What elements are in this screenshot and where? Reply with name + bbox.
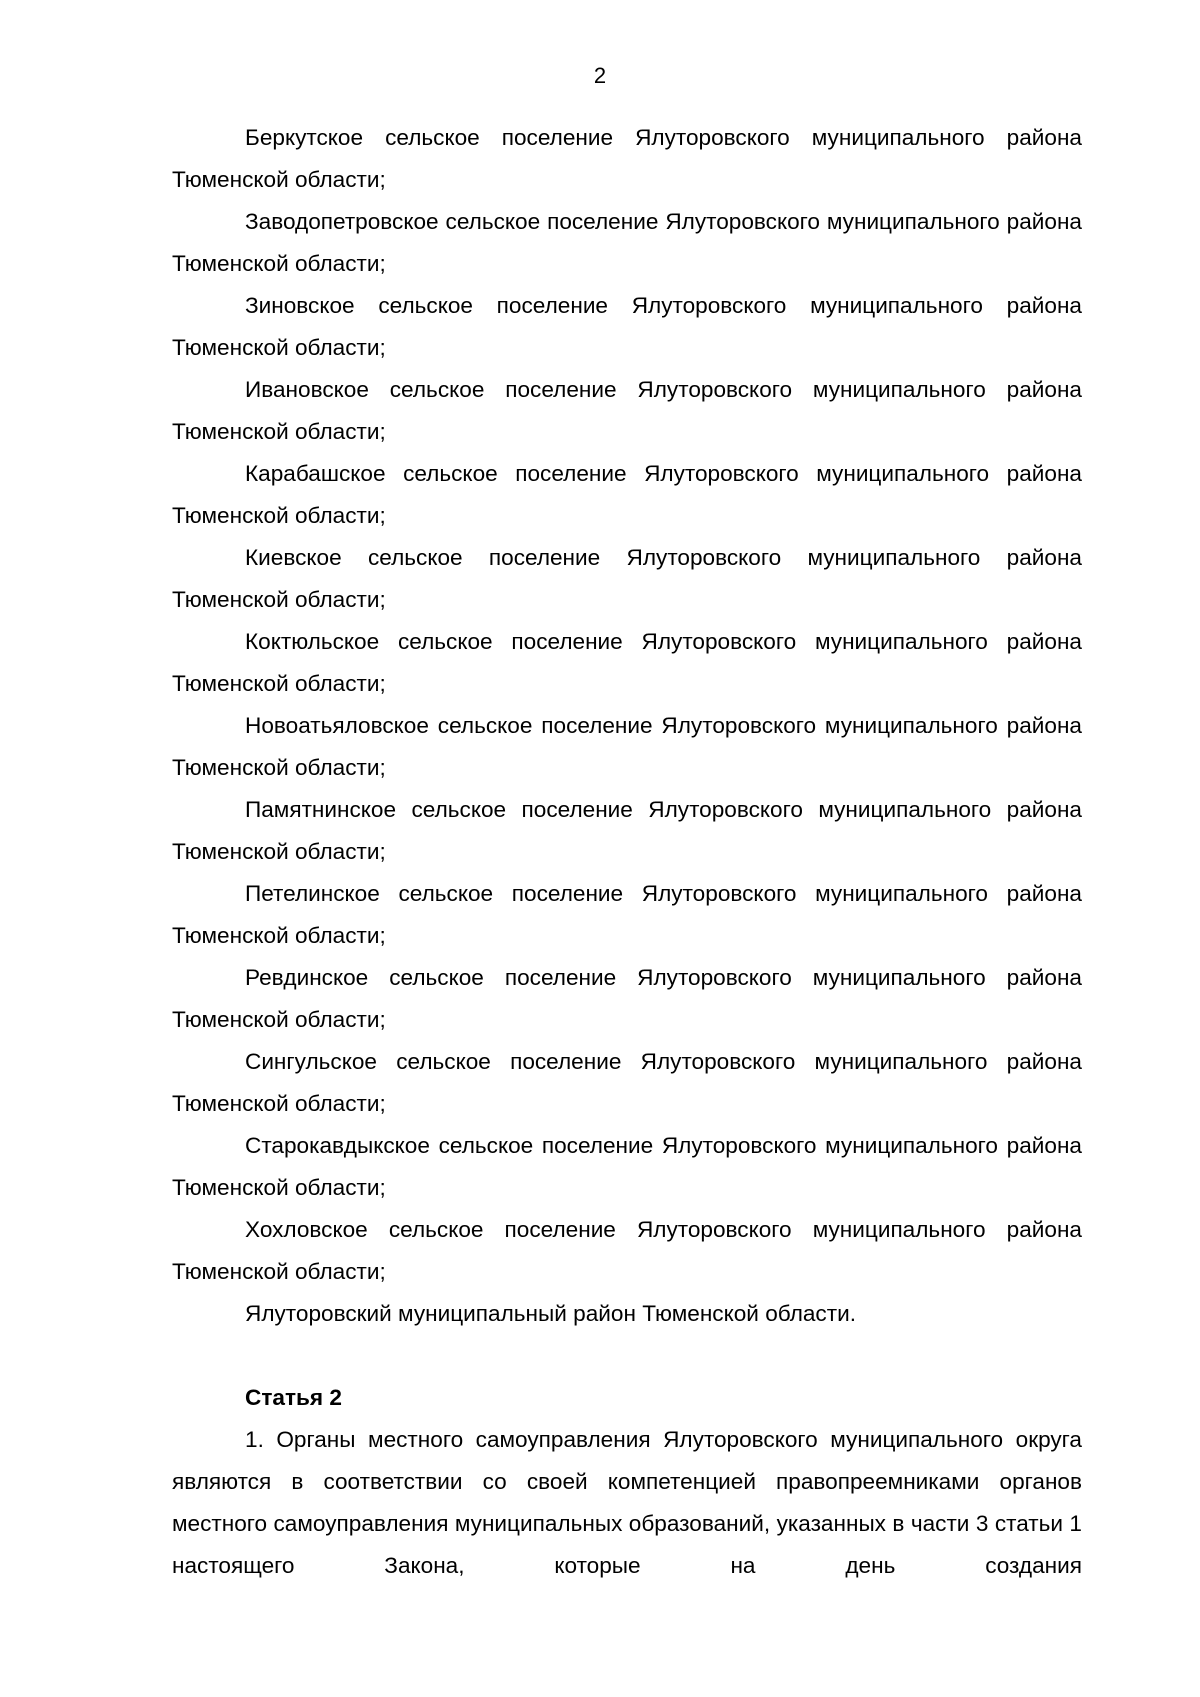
settlement-item: Карабашское сельское поселение Ялуторовского муниципального района Тюменской области; bbox=[172, 461, 1082, 528]
settlement-item: Зиновское сельское поселение Ялуторовского муниципального района Тюменской области; bbox=[172, 293, 1082, 360]
settlement-item-district: Ялуторовский муниципальный район Тюменской области. bbox=[245, 1301, 856, 1326]
settlement-item: Новоатьяловское сельское поселение Ялуторовского муниципального района Тюменской области; bbox=[172, 713, 1082, 780]
settlement-item: Ивановское сельское поселение Ялуторовского муниципального района Тюменской области; bbox=[172, 377, 1082, 444]
document-body bbox=[172, 117, 1082, 1587]
settlement-item: Беркутское сельское поселение Ялуторовского муниципального района Тюменской области; bbox=[172, 125, 1082, 192]
settlement-item: Коктюльское сельское поселение Ялуторовского муниципального района Тюменской области; bbox=[172, 629, 1082, 696]
settlement-item: Петелинское сельское поселение Ялуторовского муниципального района Тюменской области; bbox=[172, 881, 1082, 948]
settlement-item: Старокавдыкское сельское поселение Ялуторовского муниципального района Тюменской области; bbox=[172, 1133, 1082, 1200]
settlement-item: Киевское сельское поселение Ялуторовского муниципального района Тюменской области; bbox=[172, 545, 1082, 612]
page-number: 2 bbox=[593, 63, 607, 88]
settlement-item: Сингульское сельское поселение Ялуторовского муниципального района Тюменской области; bbox=[172, 1049, 1082, 1116]
settlement-item: Ревдинское сельское поселение Ялуторовского муниципального района Тюменской области; bbox=[172, 965, 1082, 1032]
settlement-item: Заводопетровское сельское поселение Ялуторовского муниципального района Тюменской области; bbox=[172, 209, 1082, 276]
article-heading: Статья 2 bbox=[245, 1385, 342, 1410]
article-paragraph: 1. Органы местного самоуправления Ялуторовского муниципального округа являются в соответствии со своей компетенцией правопреемниками органов местного самоуправления муниципальных образований, указанных в части 3 статьи 1 настоящего Закона, которые на день создания bbox=[172, 1427, 1082, 1578]
settlement-item: Хохловское сельское поселение Ялуторовского муниципального района Тюменской области; bbox=[172, 1217, 1082, 1284]
settlement-item: Памятнинское сельское поселение Ялуторовского муниципального района Тюменской области; bbox=[172, 797, 1082, 864]
